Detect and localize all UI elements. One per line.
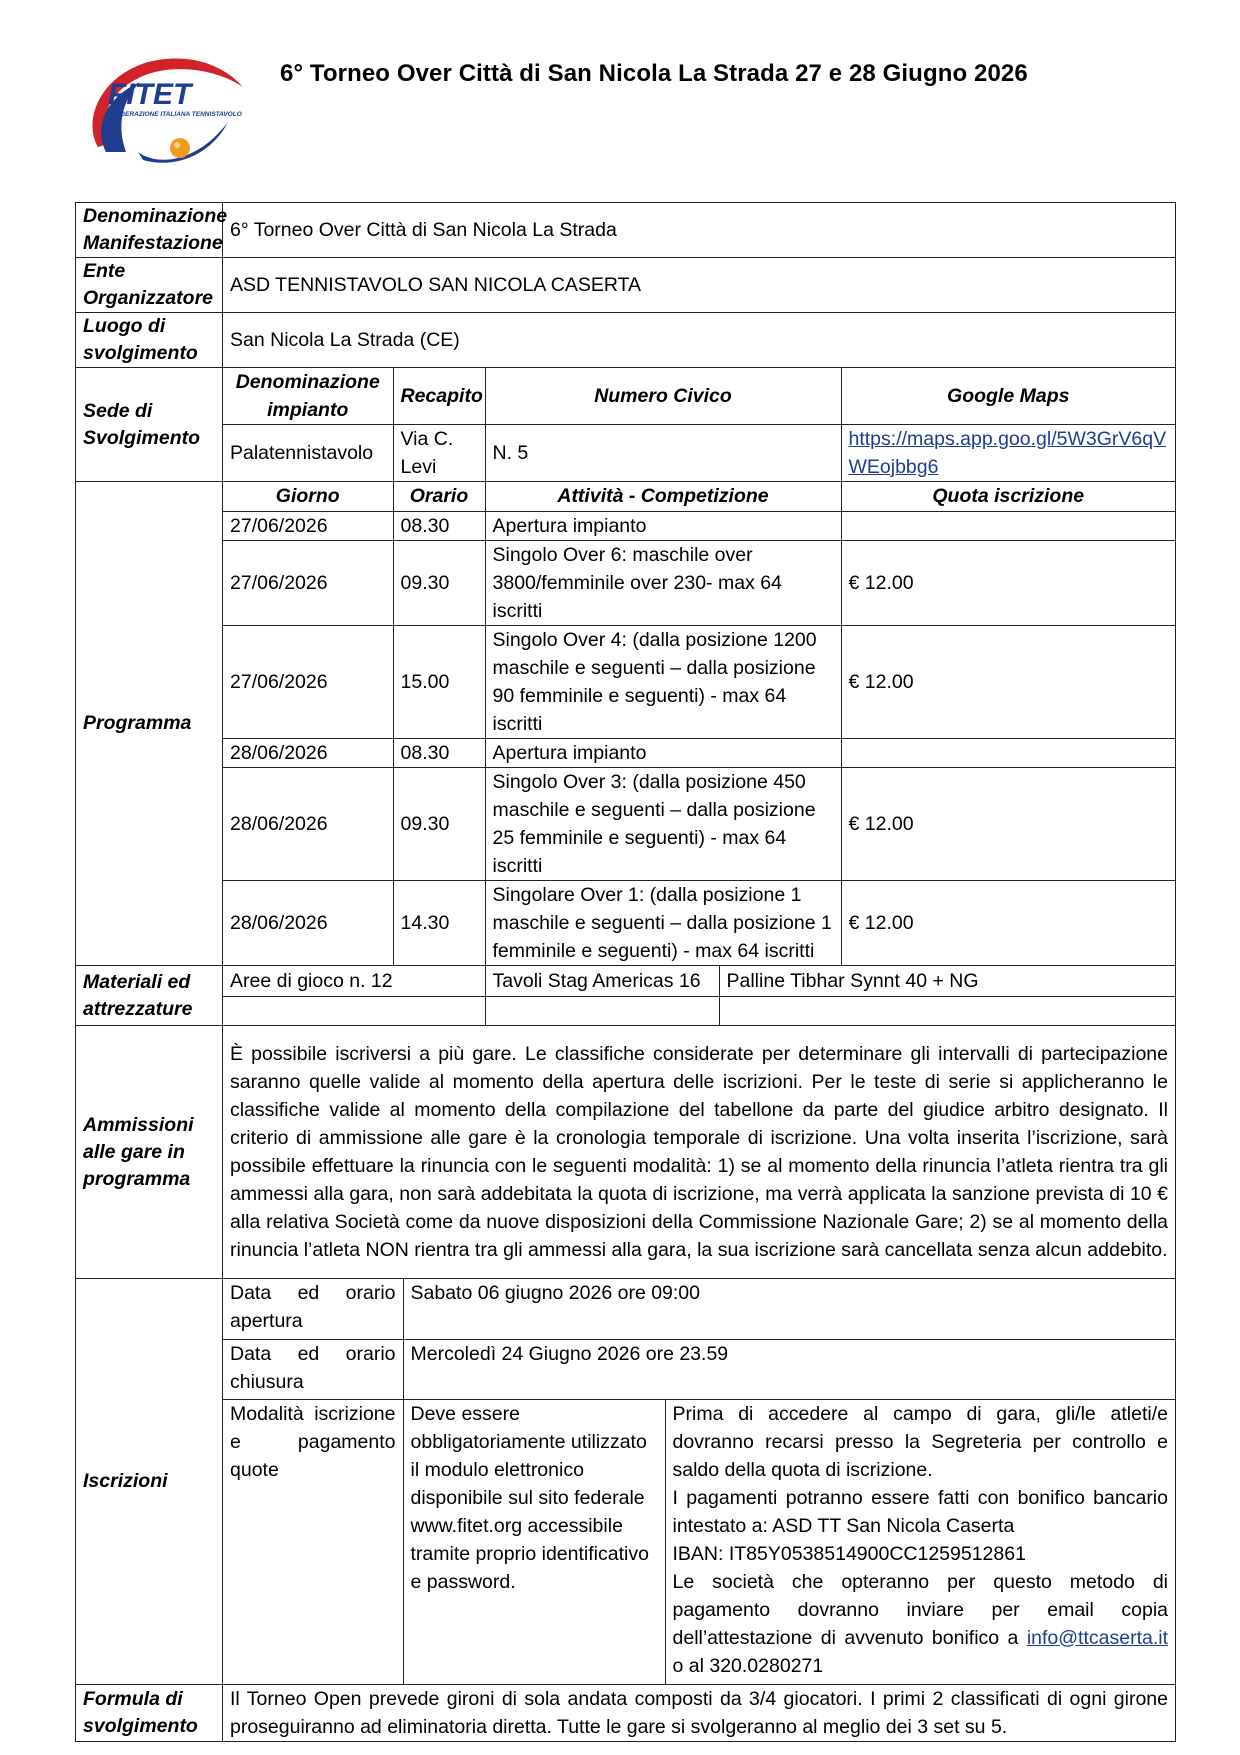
label-ente: Ente Organizzatore (76, 258, 223, 313)
value-ammissioni: È possibile iscriversi a più gare. Le classifiche considerate per determinare gli intervalli di partecipazione saranno quelle valide al momento della apertura delle iscrizioni. Per le teste di serie si applicheranno le classifiche valide al momento della compilazione del tabellone da parte del giudice arbitro designato. Il criterio di ammissione alle gare è la cronologia temporale di iscrizione. Una volta inserita l’iscrizione, sarà possibile effettuare la rinuncia con le seguenti modalità: 1) se al momento della rinuncia l’atleta rientra tra gli ammessi alla gara, non sarà addebitata la quota di iscrizione, ma verrà applicata la sanzione prevista di 10 € alla relativa Società come da nuove disposizioni della Commissione Nazionale Gare; 2) se al momento della rinuncia l’atleta NON rientra tra gli ammessi alla gara, la sua iscrizione sarà cancellata senza alcun addebito. (223, 1026, 1176, 1279)
label-formula: Formula di svolgimento (76, 1685, 223, 1742)
row-denominazione (76, 203, 1176, 258)
iscrizioni-apertura-label: Data ed orario apertura (223, 1279, 403, 1339)
pagamento-bonifico: I pagamenti potranno essere fatti con bonifico bancario intestato a: ASD TT San Nicola Caserta (672, 1486, 1168, 1537)
cell-quota: € 12.00 (841, 880, 1175, 965)
google-maps-link[interactable]: https://maps.app.goo.gl/5W3GrV6qVWEojbbg6 (848, 428, 1167, 478)
cell-orario: 09.30 (393, 767, 485, 880)
row-materiali (76, 966, 1176, 1026)
table-row (223, 767, 1175, 880)
label-ammissioni: Ammissioni alle gare in programma (76, 1026, 223, 1279)
row-formula (76, 1685, 1176, 1742)
label-sede: Sede di Svolgimento (76, 368, 223, 482)
value-luogo: San Nicola La Strada (CE) (223, 313, 1176, 368)
cell-giorno: 28/06/2026 (223, 738, 393, 767)
cell-orario: 08.30 (393, 738, 485, 767)
cell-attivita: Apertura impianto (485, 511, 841, 540)
cell-attivita: Singolo Over 4: (dalla posizione 1200 maschile e seguenti – dalla posizione 90 femminile e seguenti) - max 64 iscritti (485, 625, 841, 738)
label-materiali: Materiali ed attrezzature (76, 966, 223, 1026)
value-denominazione: 6° Torneo Over Città di San Nicola La Strada (223, 203, 1176, 258)
iscrizioni-pagamento (665, 1399, 1175, 1684)
cell-orario: 14.30 (393, 880, 485, 965)
label-programma: Programma (76, 482, 223, 966)
materiali-empty (719, 996, 1175, 1025)
cell-quota (841, 738, 1175, 767)
cell-attivita: Singolare Over 1: (dalla posizione 1 maschile e seguenti – dalla posizione 1 femminile e seguenti) - max 64 iscritti (485, 880, 841, 965)
row-sede (76, 368, 1176, 482)
programma-header-quota: Quota iscrizione (841, 482, 1175, 511)
sede-header-impianto: Denominazione impianto (223, 368, 393, 425)
logo-wordmark: FITET (108, 78, 192, 111)
cell-attivita: Apertura impianto (485, 738, 841, 767)
iscrizioni-modulo: Deve essere obbligatoriamente utilizzato il modulo elettronico disponibile sul sito federale www.fitet.org accessibile tramite proprio identificativo e password. (403, 1399, 665, 1684)
iscrizioni-chiusura-label: Data ed orario chiusura (223, 1339, 403, 1399)
table-row (223, 511, 1175, 540)
table-row (223, 625, 1175, 738)
label-denominazione: Denominazione Manifestazione (76, 203, 223, 258)
table-row (223, 540, 1175, 625)
materiali-table (223, 966, 1175, 1025)
programma-header-orario: Orario (393, 482, 485, 511)
tournament-info-table (75, 202, 1176, 1742)
cell-quota: € 12.00 (841, 625, 1175, 738)
cell-quota (841, 511, 1175, 540)
value-formula: Il Torneo Open prevede gironi di sola andata composti da 3/4 giocatori. I primi 2 classificati di ogni girone proseguiranno ad eliminatoria diretta. Tutte le gare si svolgeranno al meglio dei 3 set su 5. (223, 1685, 1176, 1742)
table-row (223, 738, 1175, 767)
materiali-aree: Aree di gioco n. 12 (223, 966, 485, 996)
cell-giorno: 28/06/2026 (223, 880, 393, 965)
logo-subtext: FEDERAZIONE ITALIANA TENNISTAVOLO (112, 111, 242, 118)
row-ammissioni (76, 1026, 1176, 1279)
pagamento-email-note (673, 1568, 1169, 1680)
pagamento-phone: o al 320.0280271 (672, 1654, 824, 1677)
programma-header-giorno: Giorno (223, 482, 393, 511)
sede-recapito: Via C. Levi (393, 425, 485, 482)
sede-civico: N. 5 (485, 425, 841, 482)
cell-giorno: 27/06/2026 (223, 625, 393, 738)
sede-impianto: Palatennistavolo (223, 425, 393, 482)
document-title: 6° Torneo Over Città di San Nicola La Strada 27 e 28 Giugno 2026 (280, 60, 1028, 87)
cell-orario: 08.30 (393, 511, 485, 540)
sede-table (223, 368, 1175, 481)
cell-orario: 09.30 (393, 540, 485, 625)
cell-quota: € 12.00 (841, 767, 1175, 880)
email-link[interactable]: info@ttcaserta.it (1026, 1626, 1168, 1649)
cell-giorno: 27/06/2026 (223, 540, 393, 625)
cell-quota: € 12.00 (841, 540, 1175, 625)
iscrizioni-apertura: Sabato 06 giugno 2026 ore 09:00 (403, 1279, 1175, 1339)
sede-header-maps: Google Maps (841, 368, 1175, 425)
table-row (223, 880, 1175, 965)
iscrizioni-modalita-label: Modalità iscrizione e pagamento quote (223, 1399, 403, 1684)
row-iscrizioni (76, 1279, 1176, 1685)
label-luogo: Luogo di svolgimento (76, 313, 223, 368)
label-iscrizioni: Iscrizioni (76, 1279, 223, 1685)
cell-attivita: Singolo Over 3: (dalla posizione 450 maschile e seguenti – dalla posizione 25 femminile e seguenti) - max 64 iscritti (485, 767, 841, 880)
cell-orario: 15.00 (393, 625, 485, 738)
cell-attivita: Singolo Over 6: maschile over 3800/femminile over 230- max 64 iscritti (485, 540, 841, 625)
sede-header-recapito: Recapito (393, 368, 485, 425)
materiali-empty (485, 996, 719, 1025)
materiali-tavoli: Tavoli Stag Americas 16 (485, 966, 719, 996)
iscrizioni-chiusura: Mercoledì 24 Giugno 2026 ore 23.59 (403, 1339, 1175, 1399)
programma-header-attivita: Attività - Competizione (485, 482, 841, 511)
iscrizioni-table (223, 1279, 1175, 1684)
cell-giorno: 27/06/2026 (223, 511, 393, 540)
row-luogo (76, 313, 1176, 368)
programma-table (223, 482, 1175, 965)
cell-giorno: 28/06/2026 (223, 767, 393, 880)
fitet-logo (78, 52, 253, 172)
row-programma (76, 482, 1176, 966)
sede-header-civico: Numero Civico (485, 368, 841, 425)
pagamento-segreteria: Prima di accedere al campo di gara, gli/le atleti/e dovranno recarsi presso la Segreteria per controllo e saldo della quota di iscrizione. (672, 1402, 1168, 1481)
value-ente: ASD TENNISTAVOLO SAN NICOLA CASERTA (223, 258, 1176, 313)
pagamento-iban: IBAN: IT85Y0538514900CC1259512861 (672, 1542, 1026, 1565)
row-ente (76, 258, 1176, 313)
pagamento-email-text: Le società che opteranno per questo metodo di pagamento dovranno inviare per email copia dell’attestazione di avvenuto bonifico a (672, 1570, 1168, 1649)
materiali-palline: Palline Tibhar Synnt 40 + NG (719, 966, 1175, 996)
materiali-empty (223, 996, 485, 1025)
